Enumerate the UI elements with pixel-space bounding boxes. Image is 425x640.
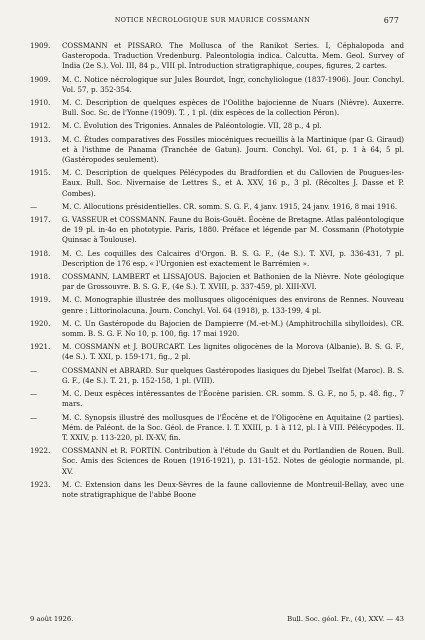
bibliography-entry — [30, 215, 404, 246]
entry-year: — — [30, 365, 38, 375]
entry-text: M. C. Études comparatives des Fossiles miocéniques recueillis à la Martinique (par G. Giraud) et à l'isthme de Panama (Tranchée de Gatun). Journ. Conchyl. Vol. 61, p. 1 à 64, 5 pl. (Gastéropodes seulement). — [62, 134, 404, 165]
entry-year: 1917. — [30, 215, 51, 225]
entry-year: 1919. — [30, 295, 51, 305]
entry-text: M. C. Synopsis illustré des mollusques de l'Éocène et de l'Oligocène en Aquitaine (2 parties). Mém. de Paléont. de la Soc. Géol. de France. I. T. XXIII, p. 1 à 112, pl. I à VIII. Pélécypodes. II. T. XXIV, p. 113-220, pl. IX-XV, fin. — [62, 412, 404, 442]
bibliography-entry — [30, 295, 404, 315]
bibliography-entry — [30, 446, 404, 477]
footer-bulletin: Bull. Soc. géol. Fr., (4), XXV. — 43 — [287, 615, 404, 623]
entry-text: M. C. Monographie illustrée des mollusques oligocéniques des environs de Rennes. Nouveau genre : Littorinolacuna. Journ. Conchyl. Vol. 64 (1918), p. 133-199, 4 pl. — [62, 295, 404, 315]
entry-year: 1922. — [30, 446, 51, 456]
entry-year: — — [30, 389, 38, 399]
entry-year: 1915. — [30, 168, 51, 178]
entry-text: M. C. Évolution des Trigonies. Annales de Paléontologie. VII, 28 p., 4 pl. — [62, 121, 322, 131]
bibliography-entry — [30, 319, 404, 339]
footer-date: 9 août 1926. — [30, 615, 74, 623]
entry-year: 1909. — [30, 41, 51, 50]
bibliography-entry — [30, 366, 404, 386]
bibliography-entry — [30, 202, 404, 212]
entry-text: M. C. Un Gastéropode du Bajocien de Dampierre (M.-et-M.) (Amphitrochilla sibylloides). CR. somm. B. S. G. F. No 10, p. 100, fig. 17 mai 1920. — [62, 318, 404, 339]
entry-text: M. C. Extension dans les Deux-Sèvres de la faune callovienne de Montreuil-Bellay, avec une note stratigraphique de l'abbé Boone — [62, 479, 404, 499]
bibliography-list — [30, 41, 404, 500]
entry-text: COSSMANN, LAMBERT et LISSAJOUS. Bajocien et Bathonien de la Nièvre. Note géologique par de Grossouvre. B. S. G. F., (4e S.). T. XVIII, p. 337-459, pl. XIII-XVI. — [62, 272, 404, 292]
entry-year: 1910. — [30, 98, 51, 108]
entry-text: M. C. Allocutions présidentielles. CR. somm. S. G. F., 4 janv. 1915, 24 janv. 1916, 8 mai 1916. — [62, 201, 398, 211]
entry-year: 1920. — [30, 318, 51, 328]
bibliography-entry — [30, 98, 404, 118]
entry-year: 1909. — [30, 74, 51, 84]
entry-year: 1918. — [30, 248, 51, 258]
header-title: NOTICE NÉCROLOGIQUE SUR MAURICE COSSMANN — [114, 17, 311, 24]
bibliography-entry — [30, 389, 404, 409]
bibliography-entry — [30, 168, 404, 199]
bibliography-entry — [30, 121, 404, 131]
entry-text: M. C. Description de quelques Pélécypodes du Bradfordien et du Callovien de Pougues-les-Eaux. Bull. Soc. Nivernaise de Lettres S., et A. XXV, 16 p., 3 pl. (Récoltes J. Dasse et P. Combes). — [62, 168, 404, 198]
entry-text: M. C. Les coquilles des Calcaires d'Orgon. B. S. G. F., (4e S.). T. XVI, p. 336-431, 7 pl. Description de 176 esp. « l'Urgonien est exactement le Barrémien ». — [62, 248, 404, 268]
page-number: 677 — [383, 16, 399, 25]
bibliography-entry — [30, 342, 404, 362]
bibliography-entry — [30, 480, 404, 500]
entry-text: M. C. Notice nécrologique sur Jules Bourdot, Ingr, conchyliologue (1837-1906). Jour. Conchyl. Vol. 57, p. 352-354. — [62, 74, 404, 94]
bibliography-entry — [30, 249, 404, 269]
page-footer — [30, 615, 404, 627]
entry-year: — — [30, 412, 38, 422]
entry-year: 1912. — [30, 121, 51, 131]
entry-year: 1918. — [30, 272, 51, 282]
entry-text: M. C. Deux espèces intéressantes de l'Éocène parisien. CR. somm. S. G. F., no 5, p. 48. fig., 7 mars. — [62, 389, 404, 409]
bibliography-entry — [30, 413, 404, 444]
bibliography-entry — [30, 75, 404, 95]
entry-text: COSSMANN et PISSARO. The Mollusca of the Ranikot Series. I, Céphalopoda and Gasteropoda. Traduction Vredenburg. Paleontologia indica. Calcutta. Mem. Geol. Survey of India (2e S.). Vol. III, 84 p., VIII pl. Introduction stratigraphique, coupes, figures, 2 cartes. — [62, 41, 404, 71]
entry-year: 1913. — [30, 134, 51, 144]
running-header — [0, 15, 425, 27]
entry-year: 1921. — [30, 342, 51, 352]
entry-text: M. C. Description de quelques espèces de l'Oolithe bajocienne de Nuars (Nièvre). Auxerre. Bull. Soc. Sc. de l'Yonne (1909). T. , 1 pl. (dix espèces de la collection Péron). — [62, 98, 404, 118]
entry-text: COSSMANN et R. FORTIN. Contribution à l'étude du Gault et du Portlandien de Rouen. Bull. Soc. Amis des Sciences de Rouen (1916-1921), p. 131-152. Notes de géologie normande, pl. XV. — [62, 446, 404, 476]
entry-text: G. VASSEUR et COSSMANN. Faune du Bois-Gouët. Éocène de Bretagne. Atlas paléontologique de 19 pl. in-4o en phototypie. Paris, 1880. Préface et légende par M. Cossmann (Phototypie Quinsac à Toulouse). — [62, 215, 404, 245]
entry-year: 1923. — [30, 479, 51, 489]
entry-text: M. COSSMANN et J. BOURCART. Les lignites oligocènes de la Morova (Albanie). B. S. G. F., (4e S.). T. XXI, p. 159-171, fig., 2 pl. — [62, 342, 404, 362]
bibliography-entry — [30, 272, 404, 292]
entry-year: — — [30, 201, 38, 211]
bibliography-entry — [30, 135, 404, 166]
entry-text: COSSMANN et ABRARD. Sur quelques Gastéropodes liasiques du Djebel Tselfat (Maroc). B. S. G. F., (4e S.). T. 21, p. 152-158, 1 pl. (VIII). — [62, 365, 404, 385]
bibliography-entry — [30, 41, 404, 72]
